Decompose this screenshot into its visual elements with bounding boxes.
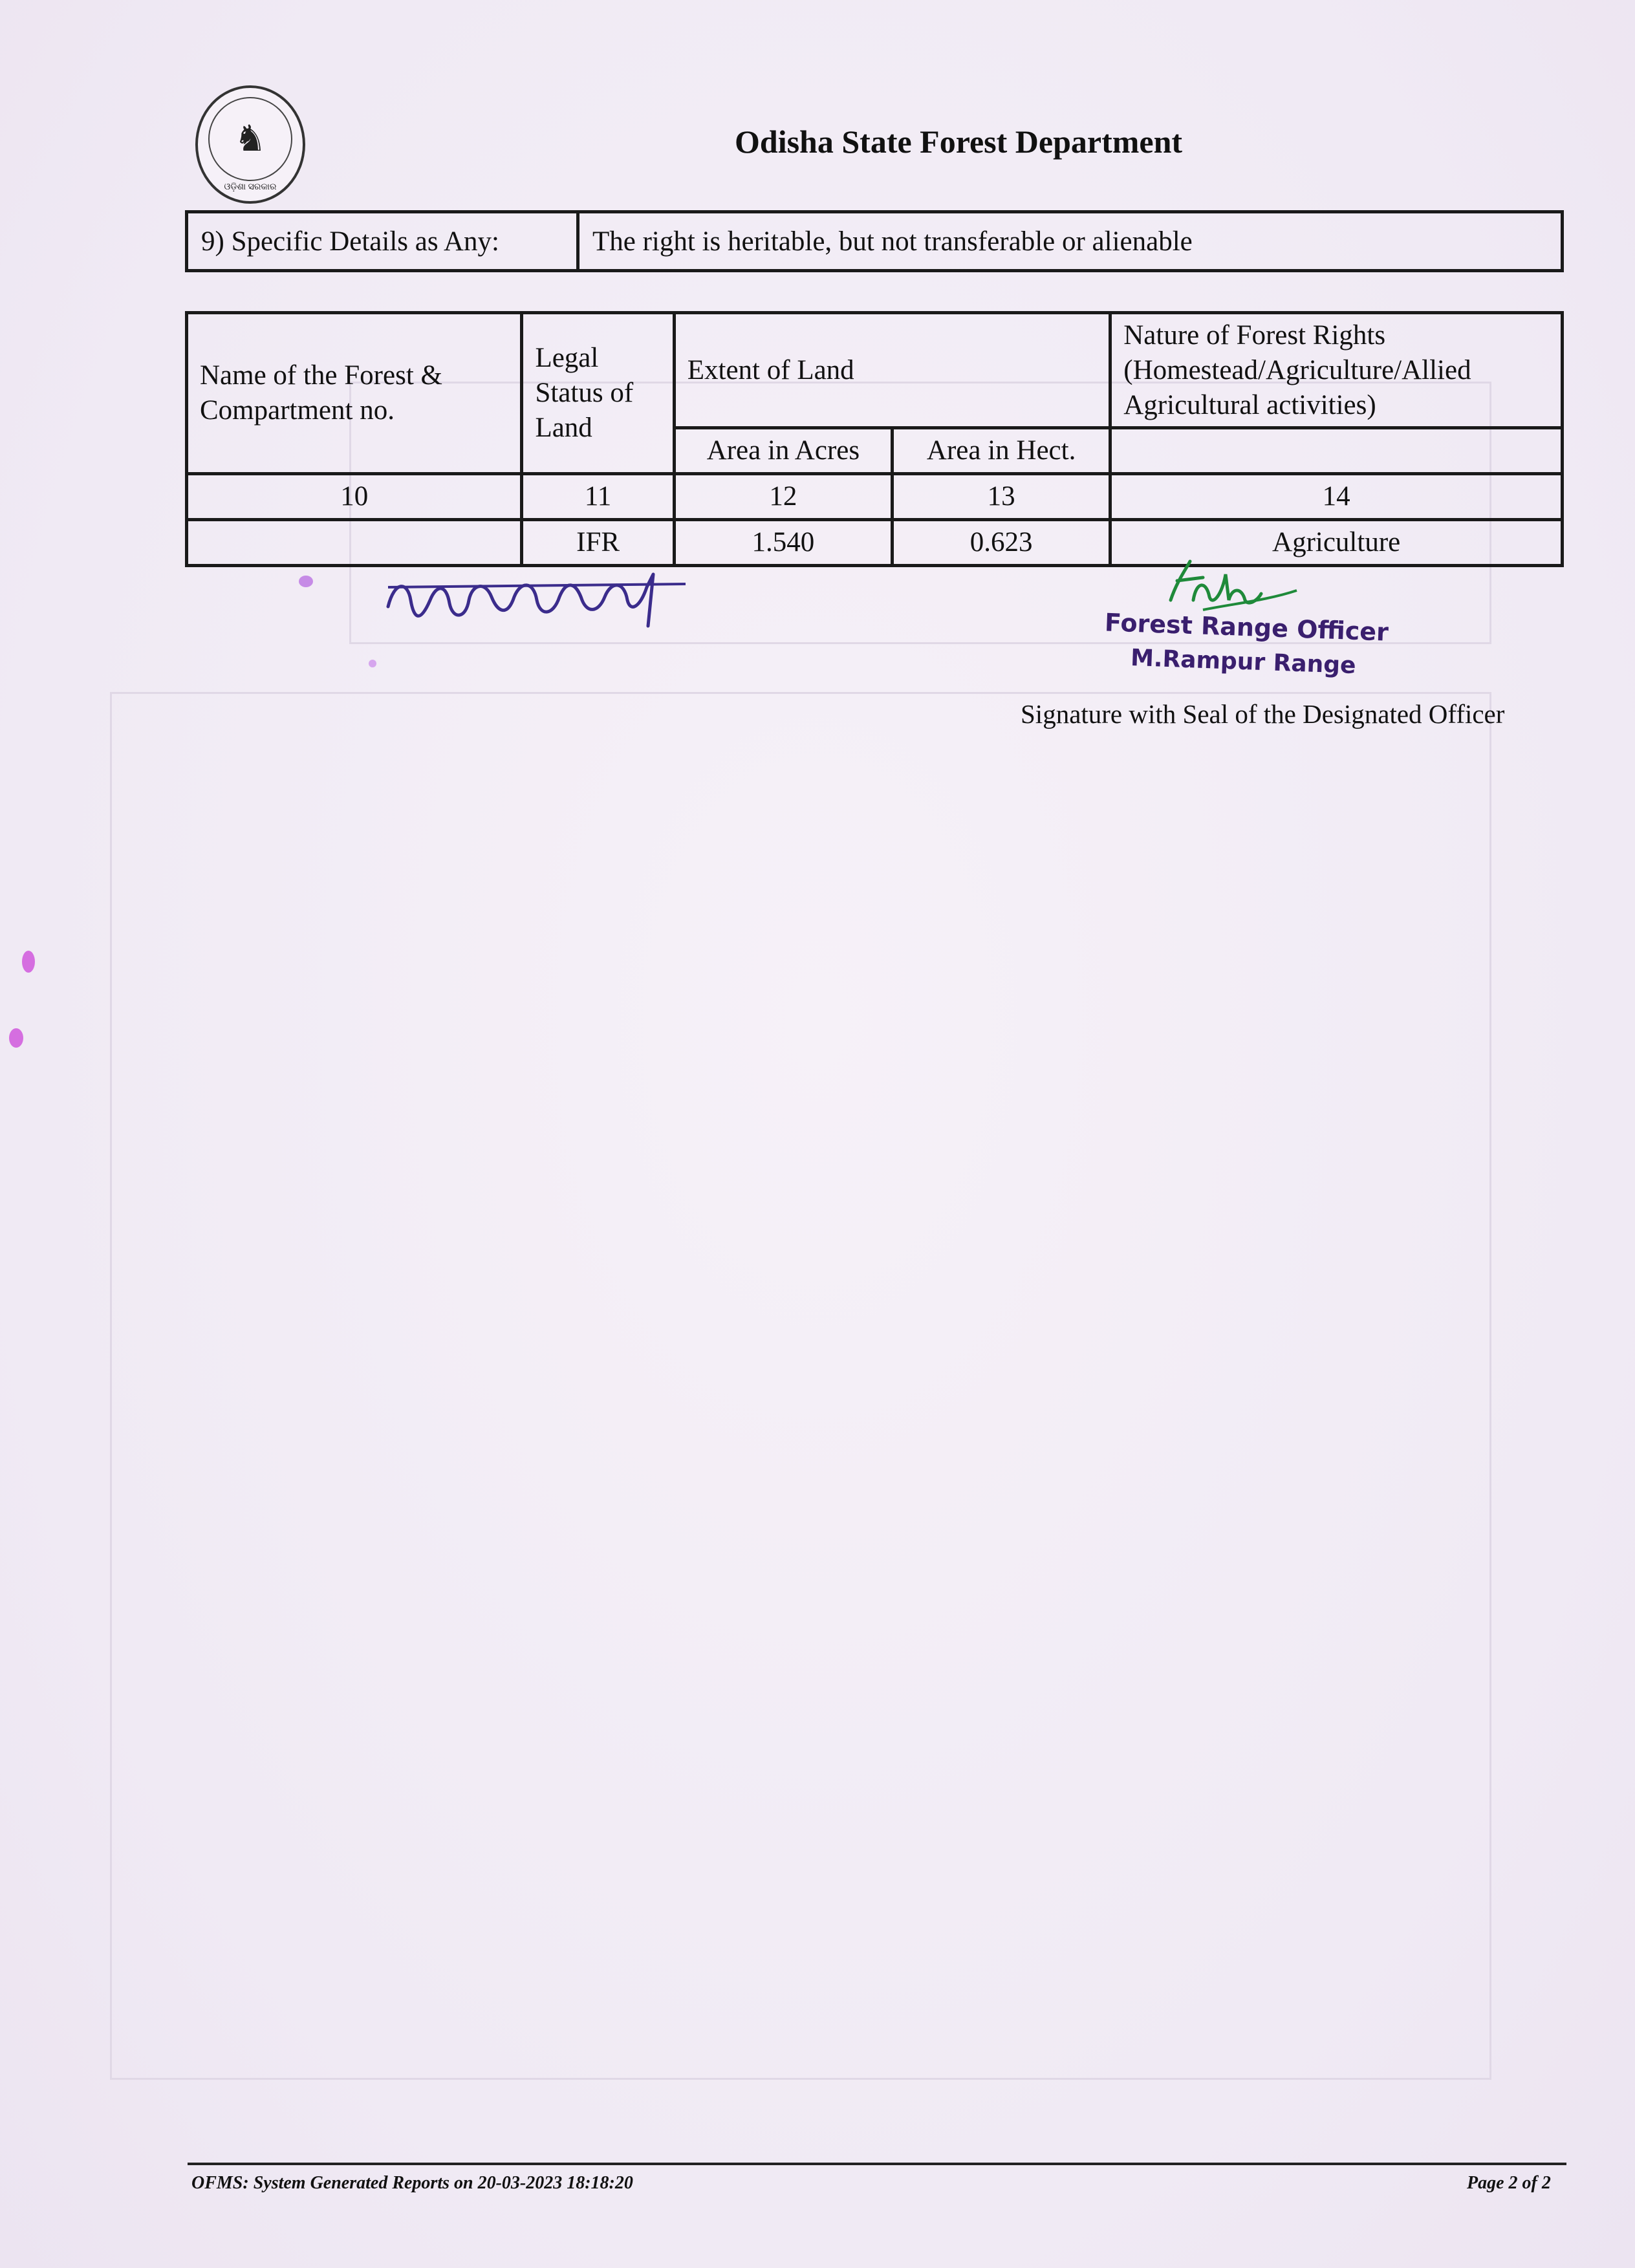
header-forest-compartment: Name of the Forest & Compartment no. — [187, 313, 522, 474]
header-area-acres: Area in Acres — [674, 428, 892, 474]
cell-forest — [187, 519, 522, 565]
header-area-hect: Area in Hect. — [893, 428, 1110, 474]
bleed-through-box — [110, 692, 1491, 2080]
footer-generated-info: OFMS: System Generated Reports on 20-03-2023 18:18:20 — [191, 2173, 633, 2193]
ink-speck — [369, 660, 376, 667]
header-legal-status: Legal Status of Land — [522, 313, 674, 474]
land-details-table — [185, 311, 1564, 567]
footer-page-number: Page 2 of 2 — [1467, 2173, 1551, 2193]
cell-area-hect: 0.623 — [893, 519, 1110, 565]
cell-legal-status: IFR — [522, 519, 674, 565]
column-number: 13 — [893, 474, 1110, 520]
column-number: 10 — [187, 474, 522, 520]
column-number: 11 — [522, 474, 674, 520]
lion-emblem-icon: ♞ — [208, 97, 292, 181]
header-blank-cell — [1110, 428, 1563, 474]
specific-details-value: The right is heritable, but not transferable or alienable — [578, 212, 1563, 271]
footer-divider — [188, 2163, 1566, 2165]
page-title: Odisha State Forest Department — [735, 124, 1183, 160]
cell-area-acres: 1.540 — [674, 519, 892, 565]
emblem-caption: ଓଡ଼ିଶା ସରକାର — [224, 182, 277, 192]
ink-speck — [9, 1028, 23, 1048]
cell-nature: Agriculture — [1110, 519, 1563, 565]
column-number: 12 — [674, 474, 892, 520]
odisha-emblem — [195, 85, 305, 204]
ink-speck — [299, 576, 313, 587]
signature-caption: Signature with Seal of the Designated Officer — [1021, 699, 1505, 729]
column-number: 14 — [1110, 474, 1563, 520]
seal-designation: Forest Range Officer — [1104, 608, 1389, 647]
specific-details-table — [185, 210, 1564, 272]
table-row — [187, 519, 1563, 565]
officer-signature — [1158, 555, 1300, 613]
specific-details-label: 9) Specific Details as Any: — [187, 212, 578, 271]
holder-signature — [382, 561, 698, 632]
ink-speck — [22, 951, 35, 973]
header-nature-of-rights: Nature of Forest Rights (Homestead/Agriculture/Allied Agricultural activities) — [1110, 313, 1563, 428]
seal-range: M.Rampur Range — [1130, 644, 1357, 680]
header-extent-of-land: Extent of Land — [674, 313, 1110, 428]
column-number-row — [187, 474, 1563, 520]
